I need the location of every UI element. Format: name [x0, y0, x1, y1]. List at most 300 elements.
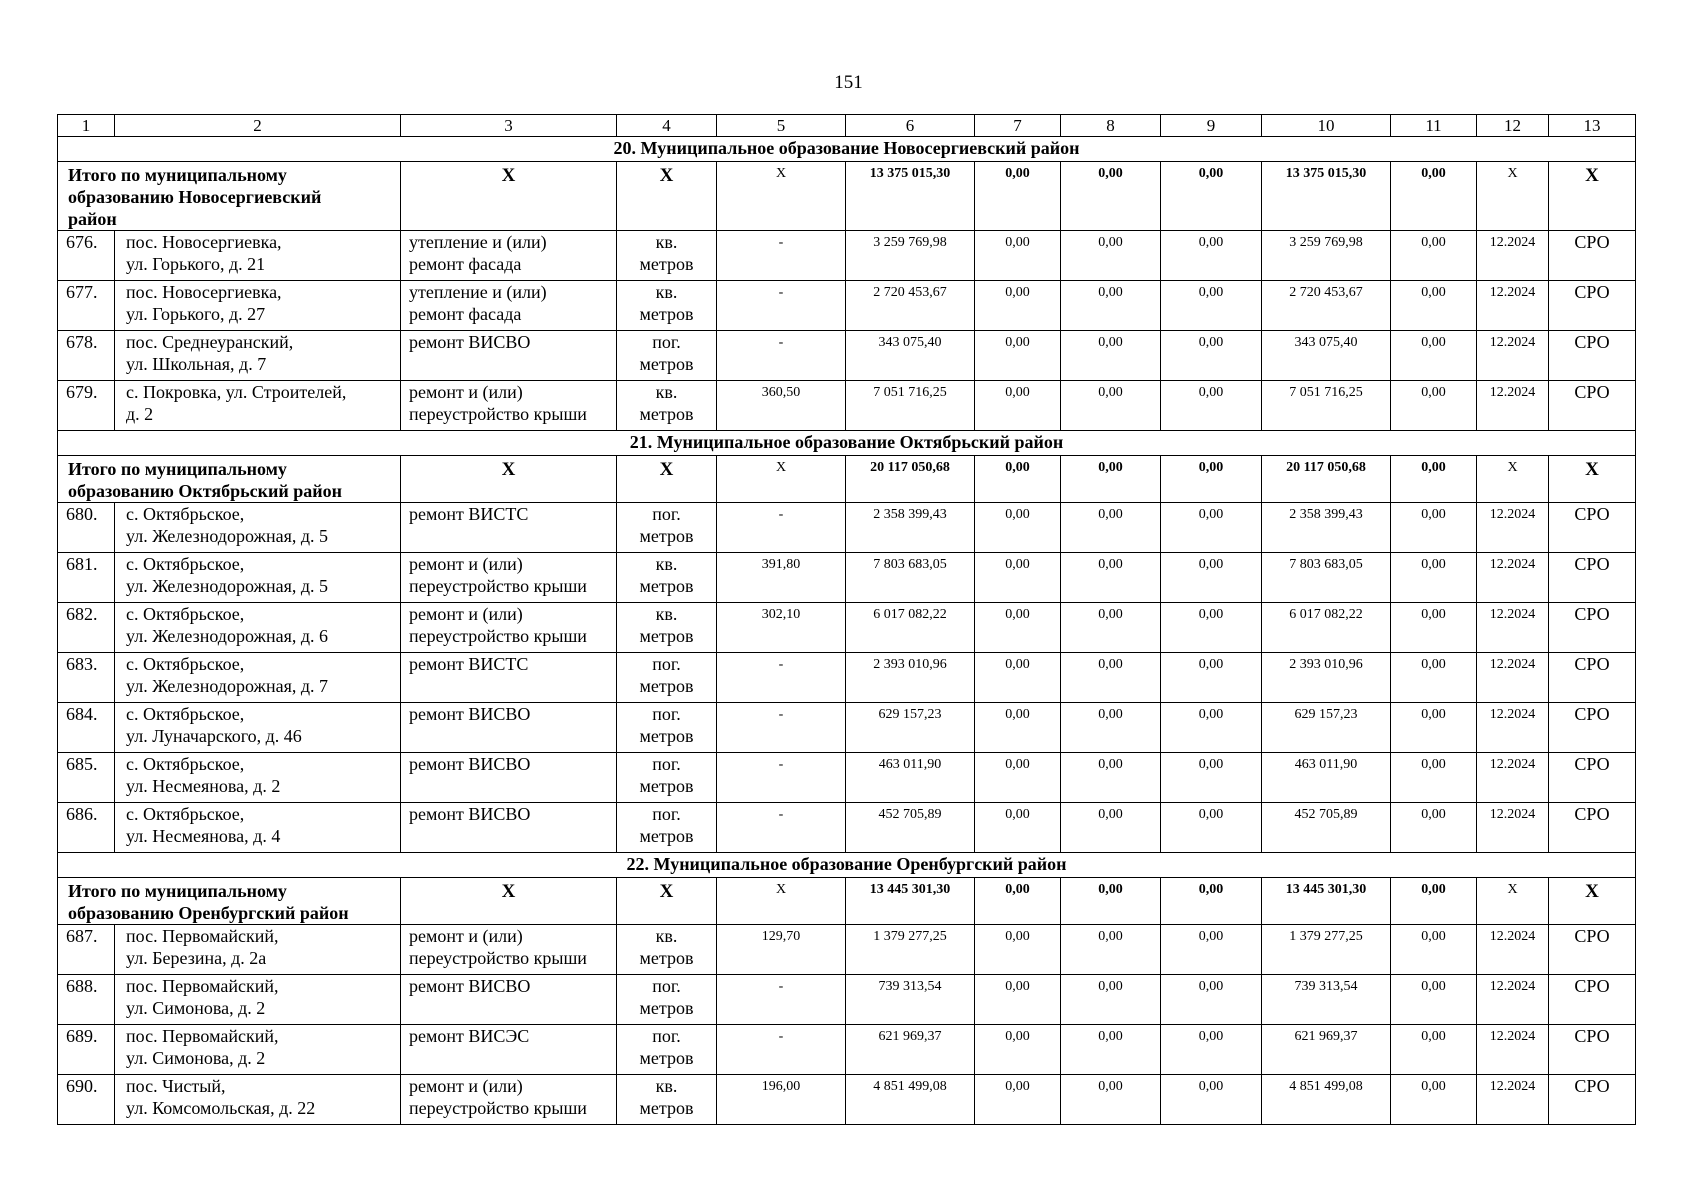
unit-line: метров: [639, 526, 694, 546]
total-cost: 2 393 010,96: [846, 653, 975, 703]
work-type-line: ремонт ВИСТС: [409, 504, 529, 524]
unit: [617, 231, 717, 281]
cost-col11: 0,00: [1391, 603, 1477, 653]
address-line: с. Октябрьское,: [126, 704, 245, 724]
area-value: -: [717, 975, 846, 1025]
address-line: ул. Железнодорожная, д. 6: [126, 626, 329, 646]
row-number: 685.: [58, 753, 115, 803]
work-type-line: переустройство крыши: [409, 948, 587, 968]
address-line: ул. Луначарского, д. 46: [126, 726, 302, 746]
executor: СРО: [1549, 653, 1636, 703]
address: [115, 653, 401, 703]
total-col4: Х: [617, 162, 717, 231]
total-col12: Х: [1477, 162, 1549, 231]
cost-col8: 0,00: [1061, 703, 1161, 753]
work-type-line: ремонт ВИСТС: [409, 654, 529, 674]
row-number: 684.: [58, 703, 115, 753]
address: [115, 553, 401, 603]
address-line: ул. Комсомольская, д. 22: [126, 1098, 316, 1118]
area-value: -: [717, 281, 846, 331]
cost-col9: 0,00: [1161, 503, 1262, 553]
total-cost: 343 075,40: [846, 331, 975, 381]
address: [115, 603, 401, 653]
cost-col10: 7 051 716,25: [1262, 381, 1391, 431]
column-number: 1: [58, 115, 115, 137]
work-type-line: ремонт ВИСВО: [409, 704, 531, 724]
total-cost: 739 313,54: [846, 975, 975, 1025]
work-type: [401, 331, 617, 381]
total-col5: Х: [717, 878, 846, 925]
table-row: [58, 231, 1636, 281]
executor: СРО: [1549, 503, 1636, 553]
cost-col11: 0,00: [1391, 503, 1477, 553]
table-row: [58, 331, 1636, 381]
cost-col11: 0,00: [1391, 803, 1477, 853]
total-col3: Х: [401, 456, 617, 503]
capital-repair-table: [57, 114, 1636, 1125]
unit: [617, 503, 717, 553]
unit: [617, 703, 717, 753]
cost-col11: 0,00: [1391, 231, 1477, 281]
total-col13: Х: [1549, 878, 1636, 925]
total-label: [58, 456, 401, 503]
unit-line: пог.: [652, 704, 681, 724]
work-type-line: ремонт и (или): [409, 604, 523, 624]
cost-col7: 0,00: [975, 653, 1061, 703]
total-label-line: Итого по муниципальному: [68, 459, 287, 479]
unit: [617, 281, 717, 331]
work-type: [401, 803, 617, 853]
cost-col7: 0,00: [975, 1075, 1061, 1125]
unit-line: метров: [639, 726, 694, 746]
address: [115, 975, 401, 1025]
total-cost: 3 259 769,98: [846, 231, 975, 281]
unit-line: кв.: [655, 926, 678, 946]
cost-col9: 0,00: [1161, 803, 1262, 853]
row-number: 680.: [58, 503, 115, 553]
address-line: ул. Горького, д. 21: [126, 254, 266, 274]
total-c11: 0,00: [1391, 162, 1477, 231]
total-label-line: образованию Новосергиевский: [68, 187, 322, 207]
area-value: 129,70: [717, 925, 846, 975]
section-total-row: [58, 878, 1636, 925]
cost-col11: 0,00: [1391, 331, 1477, 381]
cost-col7: 0,00: [975, 803, 1061, 853]
column-number: 2: [115, 115, 401, 137]
work-type-line: ремонт фасада: [409, 254, 522, 274]
cost-col9: 0,00: [1161, 381, 1262, 431]
cost-col11: 0,00: [1391, 653, 1477, 703]
work-type-line: ремонт и (или): [409, 554, 523, 574]
cost-col11: 0,00: [1391, 1025, 1477, 1075]
cost-col11: 0,00: [1391, 703, 1477, 753]
executor: СРО: [1549, 803, 1636, 853]
work-type-line: ремонт ВИСВО: [409, 976, 531, 996]
completion-date: 12.2024: [1477, 603, 1549, 653]
section-total-row: [58, 162, 1636, 231]
row-number: 683.: [58, 653, 115, 703]
row-number: 687.: [58, 925, 115, 975]
unit: [617, 925, 717, 975]
cost-col8: 0,00: [1061, 653, 1161, 703]
column-number: 9: [1161, 115, 1262, 137]
table-row: [58, 603, 1636, 653]
address-line: пос. Первомайский,: [126, 1026, 279, 1046]
unit-line: метров: [639, 776, 694, 796]
address-line: с. Октябрьское,: [126, 604, 245, 624]
completion-date: 12.2024: [1477, 503, 1549, 553]
unit-line: метров: [639, 626, 694, 646]
address-line: ул. Несмеянова, д. 4: [126, 826, 281, 846]
row-number: 677.: [58, 281, 115, 331]
unit-line: метров: [639, 998, 694, 1018]
address-line: пос. Чистый,: [126, 1076, 226, 1096]
section-header-row: [58, 431, 1636, 456]
work-type-line: переустройство крыши: [409, 1098, 587, 1118]
table-row: [58, 281, 1636, 331]
table-row: [58, 925, 1636, 975]
work-type-line: переустройство крыши: [409, 404, 587, 424]
cost-col8: 0,00: [1061, 231, 1161, 281]
cost-col7: 0,00: [975, 975, 1061, 1025]
total-c6: 13 375 015,30: [846, 162, 975, 231]
cost-col7: 0,00: [975, 703, 1061, 753]
unit: [617, 381, 717, 431]
total-col3: Х: [401, 878, 617, 925]
cost-col11: 0,00: [1391, 381, 1477, 431]
address-line: с. Октябрьское,: [126, 654, 245, 674]
completion-date: 12.2024: [1477, 653, 1549, 703]
section-total-row: [58, 456, 1636, 503]
cost-col7: 0,00: [975, 381, 1061, 431]
row-number: 676.: [58, 231, 115, 281]
column-number: 10: [1262, 115, 1391, 137]
work-type-line: ремонт ВИСЭС: [409, 1026, 530, 1046]
cost-col7: 0,00: [975, 753, 1061, 803]
executor: СРО: [1549, 603, 1636, 653]
cost-col10: 452 705,89: [1262, 803, 1391, 853]
cost-col8: 0,00: [1061, 1025, 1161, 1075]
address-line: ул. Железнодорожная, д. 5: [126, 526, 329, 546]
unit: [617, 1025, 717, 1075]
column-number: 4: [617, 115, 717, 137]
address-line: пос. Новосергиевка,: [126, 282, 282, 302]
table-row: [58, 803, 1636, 853]
address-line: с. Октябрьское,: [126, 554, 245, 574]
unit-line: пог.: [652, 504, 681, 524]
cost-col8: 0,00: [1061, 925, 1161, 975]
address-line: ул. Железнодорожная, д. 7: [126, 676, 329, 696]
executor: СРО: [1549, 231, 1636, 281]
total-cost: 2 720 453,67: [846, 281, 975, 331]
table-row: [58, 381, 1636, 431]
area-value: -: [717, 753, 846, 803]
unit-line: кв.: [655, 232, 678, 252]
cost-col10: 343 075,40: [1262, 331, 1391, 381]
cost-col8: 0,00: [1061, 281, 1161, 331]
cost-col10: 739 313,54: [1262, 975, 1391, 1025]
column-number: 12: [1477, 115, 1549, 137]
section-title: 20. Муниципальное образование Новосергиевский район: [58, 137, 1636, 162]
address-line: с. Октябрьское,: [126, 804, 245, 824]
work-type-line: ремонт ВИСВО: [409, 332, 531, 352]
area-value: -: [717, 803, 846, 853]
total-c6: 13 445 301,30: [846, 878, 975, 925]
section-header-row: [58, 853, 1636, 878]
executor: СРО: [1549, 553, 1636, 603]
unit-line: пог.: [652, 754, 681, 774]
address: [115, 1075, 401, 1125]
address: [115, 703, 401, 753]
executor: СРО: [1549, 281, 1636, 331]
cost-col8: 0,00: [1061, 553, 1161, 603]
column-number: 3: [401, 115, 617, 137]
work-type-line: ремонт и (или): [409, 926, 523, 946]
address-line: ул. Березина, д. 2а: [126, 948, 267, 968]
column-number: 8: [1061, 115, 1161, 137]
area-value: -: [717, 331, 846, 381]
work-type-line: [409, 997, 616, 1019]
total-c10: 13 445 301,30: [1262, 878, 1391, 925]
completion-date: 12.2024: [1477, 803, 1549, 853]
cost-col9: 0,00: [1161, 753, 1262, 803]
work-type: [401, 975, 617, 1025]
cost-col10: 629 157,23: [1262, 703, 1391, 753]
executor: СРО: [1549, 381, 1636, 431]
work-type-line: [409, 1047, 616, 1069]
unit-line: метров: [639, 1048, 694, 1068]
cost-col8: 0,00: [1061, 803, 1161, 853]
completion-date: 12.2024: [1477, 925, 1549, 975]
table-row: [58, 653, 1636, 703]
total-cost: 4 851 499,08: [846, 1075, 975, 1125]
unit: [617, 975, 717, 1025]
completion-date: 12.2024: [1477, 331, 1549, 381]
unit-line: метров: [639, 304, 694, 324]
cost-col7: 0,00: [975, 281, 1061, 331]
row-number: 689.: [58, 1025, 115, 1075]
work-type: [401, 603, 617, 653]
cost-col8: 0,00: [1061, 1075, 1161, 1125]
total-col12: Х: [1477, 456, 1549, 503]
cost-col11: 0,00: [1391, 975, 1477, 1025]
completion-date: 12.2024: [1477, 753, 1549, 803]
address-line: ул. Несмеянова, д. 2: [126, 776, 281, 796]
work-type: [401, 553, 617, 603]
table-row: [58, 753, 1636, 803]
work-type: [401, 281, 617, 331]
total-cost: 7 051 716,25: [846, 381, 975, 431]
completion-date: 12.2024: [1477, 381, 1549, 431]
completion-date: 12.2024: [1477, 231, 1549, 281]
unit-line: метров: [639, 948, 694, 968]
total-c11: 0,00: [1391, 456, 1477, 503]
total-c9: 0,00: [1161, 162, 1262, 231]
work-type: [401, 753, 617, 803]
total-cost: 6 017 082,22: [846, 603, 975, 653]
unit-line: метров: [639, 1098, 694, 1118]
row-number: 688.: [58, 975, 115, 1025]
total-c8: 0,00: [1061, 878, 1161, 925]
address: [115, 1025, 401, 1075]
unit-line: кв.: [655, 1076, 678, 1096]
cost-col10: 1 379 277,25: [1262, 925, 1391, 975]
total-cost: 463 011,90: [846, 753, 975, 803]
cost-col9: 0,00: [1161, 281, 1262, 331]
cost-col9: 0,00: [1161, 331, 1262, 381]
cost-col8: 0,00: [1061, 603, 1161, 653]
cost-col9: 0,00: [1161, 653, 1262, 703]
cost-col8: 0,00: [1061, 975, 1161, 1025]
total-label: [58, 162, 401, 231]
completion-date: 12.2024: [1477, 553, 1549, 603]
work-type: [401, 653, 617, 703]
cost-col7: 0,00: [975, 603, 1061, 653]
total-label-line: Итого по муниципальному: [68, 881, 287, 901]
cost-col7: 0,00: [975, 231, 1061, 281]
section-title: 21. Муниципальное образование Октябрьский район: [58, 431, 1636, 456]
address: [115, 281, 401, 331]
total-c6: 20 117 050,68: [846, 456, 975, 503]
work-type-line: [409, 525, 616, 547]
row-number: 682.: [58, 603, 115, 653]
address: [115, 925, 401, 975]
cost-col10: 6 017 082,22: [1262, 603, 1391, 653]
area-value: -: [717, 653, 846, 703]
total-c9: 0,00: [1161, 878, 1262, 925]
cost-col7: 0,00: [975, 503, 1061, 553]
cost-col11: 0,00: [1391, 925, 1477, 975]
cost-col10: 463 011,90: [1262, 753, 1391, 803]
total-c10: 20 117 050,68: [1262, 456, 1391, 503]
address-line: ул. Симонова, д. 2: [126, 998, 266, 1018]
unit-line: кв.: [655, 604, 678, 624]
executor: СРО: [1549, 1075, 1636, 1125]
executor: СРО: [1549, 1025, 1636, 1075]
column-number: 5: [717, 115, 846, 137]
page-number: 151: [834, 72, 863, 93]
unit: [617, 553, 717, 603]
section-title: 22. Муниципальное образование Оренбургский район: [58, 853, 1636, 878]
completion-date: 12.2024: [1477, 703, 1549, 753]
unit: [617, 603, 717, 653]
total-cost: 629 157,23: [846, 703, 975, 753]
work-type-line: [409, 353, 616, 375]
row-number: 678.: [58, 331, 115, 381]
cost-col9: 0,00: [1161, 231, 1262, 281]
address-line: ул. Горького, д. 27: [126, 304, 266, 324]
unit-line: пог.: [652, 804, 681, 824]
cost-col11: 0,00: [1391, 753, 1477, 803]
total-cost: 7 803 683,05: [846, 553, 975, 603]
total-c7: 0,00: [975, 162, 1061, 231]
unit-line: метров: [639, 404, 694, 424]
cost-col10: 4 851 499,08: [1262, 1075, 1391, 1125]
cost-col8: 0,00: [1061, 753, 1161, 803]
column-number: 7: [975, 115, 1061, 137]
total-c8: 0,00: [1061, 456, 1161, 503]
table-row: [58, 503, 1636, 553]
row-number: 690.: [58, 1075, 115, 1125]
address-line: с. Октябрьское,: [126, 504, 245, 524]
work-type-line: ремонт ВИСВО: [409, 804, 531, 824]
cost-col7: 0,00: [975, 1025, 1061, 1075]
unit-line: метров: [639, 576, 694, 596]
unit-line: пог.: [652, 1026, 681, 1046]
cost-col8: 0,00: [1061, 331, 1161, 381]
total-cost: 621 969,37: [846, 1025, 975, 1075]
row-number: 686.: [58, 803, 115, 853]
unit: [617, 331, 717, 381]
total-c7: 0,00: [975, 878, 1061, 925]
column-numbers-row: [58, 115, 1636, 137]
cost-col7: 0,00: [975, 925, 1061, 975]
area-value: -: [717, 1025, 846, 1075]
work-type-line: ремонт фасада: [409, 304, 522, 324]
column-number: 6: [846, 115, 975, 137]
completion-date: 12.2024: [1477, 975, 1549, 1025]
area-value: 360,50: [717, 381, 846, 431]
work-type-line: ремонт ВИСВО: [409, 754, 531, 774]
work-type-line: [409, 825, 616, 847]
unit: [617, 1075, 717, 1125]
total-col4: Х: [617, 878, 717, 925]
cost-col9: 0,00: [1161, 553, 1262, 603]
address: [115, 381, 401, 431]
work-type: [401, 231, 617, 281]
work-type-line: [409, 775, 616, 797]
area-value: 302,10: [717, 603, 846, 653]
total-c9: 0,00: [1161, 456, 1262, 503]
completion-date: 12.2024: [1477, 1025, 1549, 1075]
cost-col10: 2 393 010,96: [1262, 653, 1391, 703]
cost-col9: 0,00: [1161, 1075, 1262, 1125]
work-type: [401, 503, 617, 553]
area-value: 196,00: [717, 1075, 846, 1125]
work-type-line: ремонт и (или): [409, 1076, 523, 1096]
address: [115, 331, 401, 381]
total-col13: Х: [1549, 162, 1636, 231]
total-c8: 0,00: [1061, 162, 1161, 231]
address: [115, 803, 401, 853]
total-label-line: образованию Оренбургский район: [68, 903, 349, 923]
total-label-line: район: [68, 209, 117, 229]
cost-col7: 0,00: [975, 553, 1061, 603]
unit-line: кв.: [655, 282, 678, 302]
address: [115, 753, 401, 803]
area-value: 391,80: [717, 553, 846, 603]
unit-line: метров: [639, 254, 694, 274]
unit-line: пог.: [652, 976, 681, 996]
work-type-line: переустройство крыши: [409, 576, 587, 596]
total-c11: 0,00: [1391, 878, 1477, 925]
unit-line: пог.: [652, 654, 681, 674]
row-number: 681.: [58, 553, 115, 603]
cost-col10: 7 803 683,05: [1262, 553, 1391, 603]
table-body: [58, 115, 1636, 1125]
total-c10: 13 375 015,30: [1262, 162, 1391, 231]
unit-line: кв.: [655, 554, 678, 574]
cost-col10: 2 720 453,67: [1262, 281, 1391, 331]
unit: [617, 653, 717, 703]
unit: [617, 803, 717, 853]
work-type: [401, 381, 617, 431]
unit: [617, 753, 717, 803]
address: [115, 231, 401, 281]
address-line: пос. Новосергиевка,: [126, 232, 282, 252]
total-label: [58, 878, 401, 925]
work-type-line: утепление и (или): [409, 282, 547, 302]
